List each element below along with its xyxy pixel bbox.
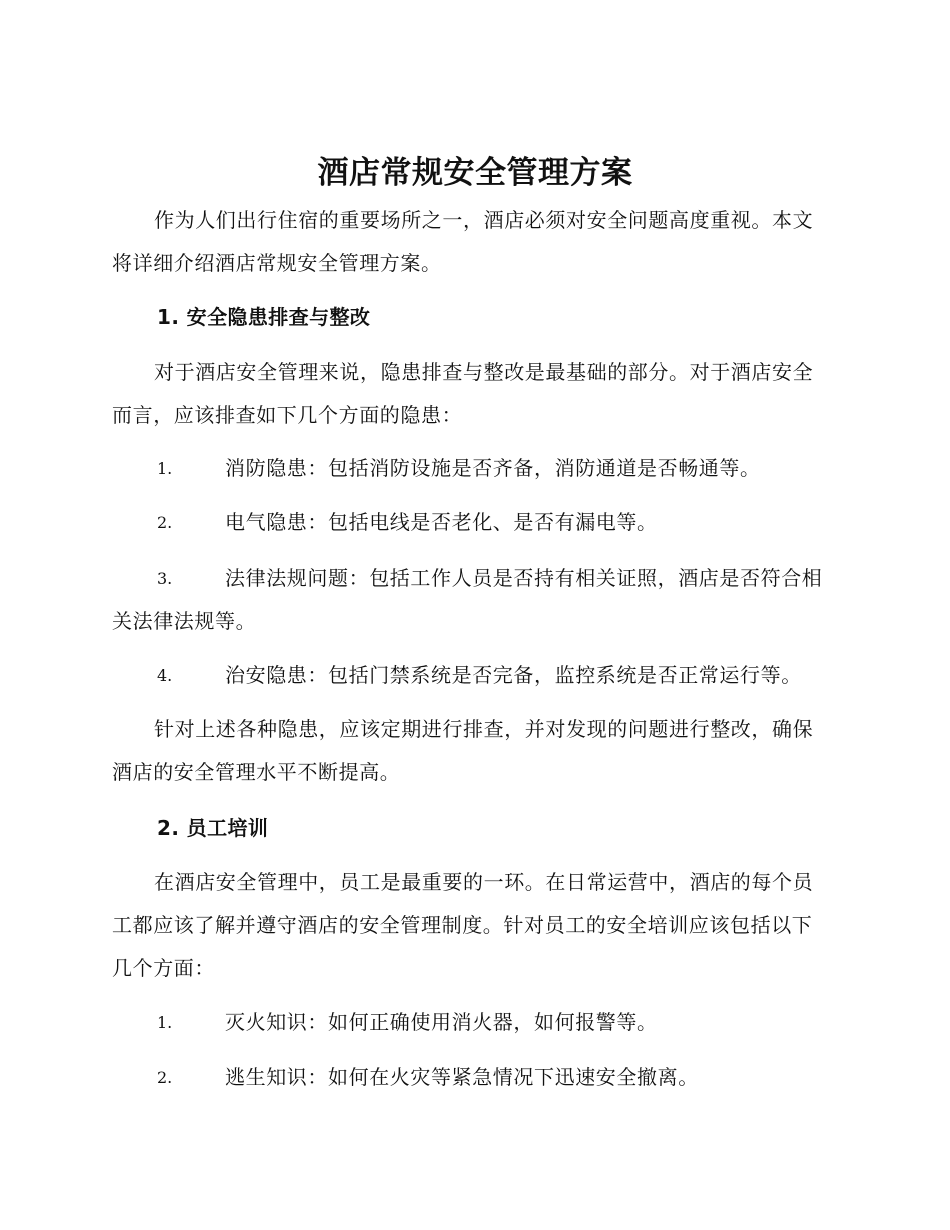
list-item-text: 法律法规问题：包括工作人员是否持有相关证照，酒店是否符合相关法律法规等。 — [112, 566, 823, 633]
document-title: 酒店常规安全管理方案 — [317, 155, 633, 191]
list-item — [112, 654, 832, 697]
list-item-text: 电气隐患：包括电线是否老化、是否有漏电等。 — [225, 510, 658, 534]
list-item — [112, 447, 832, 490]
list-item-number: 1. — [157, 459, 173, 478]
list-item-number: 3. — [157, 569, 173, 588]
section-2-heading: 2. 员工培训 — [157, 816, 269, 840]
list-item — [112, 1001, 832, 1044]
list-item — [112, 1056, 832, 1099]
section-1-heading: 1. 安全隐患排查与整改 — [157, 305, 371, 329]
list-item-number: 4. — [157, 666, 173, 685]
section-1-paragraph-1: 对于酒店安全管理来说，隐患排查与整改是最基础的部分。对于酒店安全而言，应该排查如下几个方面的隐患： — [112, 360, 814, 427]
list-item-text: 治安隐患：包括门禁系统是否完备，监控系统是否正常运行等。 — [225, 663, 802, 687]
list-item-text: 消防隐患：包括消防设施是否齐备，消防通道是否畅通等。 — [225, 456, 761, 480]
section-1-paragraph-2: 针对上述各种隐患，应该定期进行排查，并对发现的问题进行整改，确保酒店的安全管理水平不断提高。 — [112, 717, 814, 784]
list-item — [112, 557, 832, 643]
section-2-paragraph-1: 在酒店安全管理中，员工是最重要的一环。在日常运营中，酒店的每个员工都应该了解并遵守酒店的安全管理制度。针对员工的安全培训应该包括以下几个方面： — [112, 870, 814, 980]
list-item-text: 逃生知识：如何在火灾等紧急情况下迅速安全撤离。 — [225, 1065, 699, 1089]
list-item-text: 灭火知识：如何正确使用消火器，如何报警等。 — [225, 1010, 658, 1034]
intro-paragraph: 作为人们出行住宿的重要场所之一，酒店必须对安全问题高度重视。本文将详细介绍酒店常规安全管理方案。 — [112, 208, 814, 275]
list-item-number: 2. — [157, 513, 173, 532]
list-item-number: 2. — [157, 1068, 173, 1087]
list-item-number: 1. — [157, 1013, 173, 1032]
list-item — [112, 501, 832, 544]
